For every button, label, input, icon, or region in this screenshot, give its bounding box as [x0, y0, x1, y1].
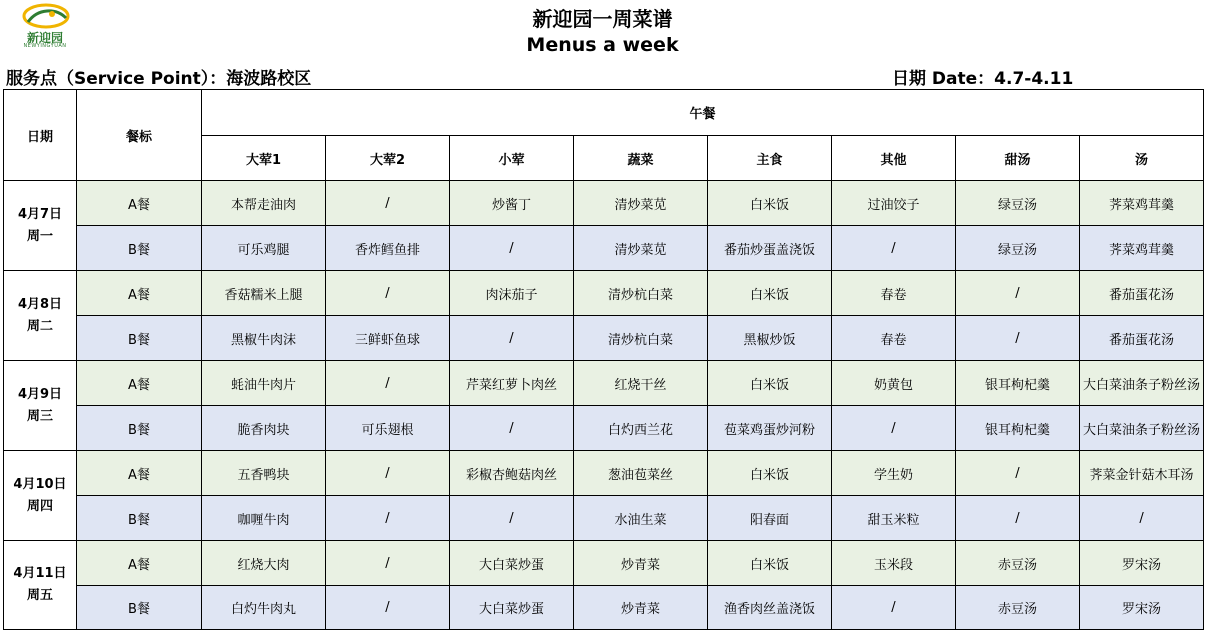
dish-cell: 大白菜油条子粉丝汤 [1080, 406, 1204, 451]
dish-cell: / [450, 496, 574, 541]
dish-cell: 荠菜鸡茸羹 [1080, 226, 1204, 271]
day-date: 4月11日 [13, 566, 67, 581]
dish-cell: 脆香肉块 [202, 406, 326, 451]
header-col-3: 小荤 [450, 136, 574, 181]
dish-cell: 可乐鸡腿 [202, 226, 326, 271]
dish-cell: 学生奶 [832, 451, 956, 496]
meal-label: B餐 [77, 316, 202, 361]
dish-cell: 春卷 [832, 271, 956, 316]
dish-cell: 银耳枸杞羹 [956, 406, 1080, 451]
dish-cell: / [450, 406, 574, 451]
dish-cell: 番茄蛋花汤 [1080, 271, 1204, 316]
day-date: 4月7日 [17, 206, 63, 222]
header-col-2: 大荤2 [326, 136, 450, 181]
dish-cell: 奶黄包 [832, 361, 956, 406]
day-cell [4, 451, 77, 541]
dish-cell: / [326, 541, 450, 586]
dish-cell: 清炒杭白菜 [574, 316, 708, 361]
logo-subtext: NEWYINGYUAN [23, 43, 67, 49]
dish-cell: / [832, 586, 956, 630]
date-range-label: 日期 Date：4.7-4.11 [892, 69, 1074, 89]
dish-cell: 荠菜金针菇木耳汤 [1080, 451, 1204, 496]
menu-body [4, 181, 1204, 630]
dish-cell: 肉沫茄子 [450, 271, 574, 316]
day-date: 4月10日 [13, 476, 67, 492]
header-meal: 餐标 [77, 90, 202, 181]
dish-cell: / [326, 586, 450, 630]
page-title: 新迎园一周菜谱 [532, 7, 673, 31]
table-row [4, 496, 1204, 541]
dish-cell: 红烧大肉 [202, 541, 326, 586]
dish-cell: 白米饭 [708, 541, 832, 586]
dish-cell: / [326, 181, 450, 226]
meal-label: A餐 [77, 361, 202, 406]
dish-cell: / [956, 271, 1080, 316]
dish-cell: 阳春面 [708, 496, 832, 541]
logo-text: 新迎园 [26, 31, 63, 45]
header-col-4: 蔬菜 [574, 136, 708, 181]
dish-cell: / [326, 361, 450, 406]
day-weekday: 周二 [26, 318, 53, 334]
dish-cell: 五香鸭块 [202, 451, 326, 496]
dish-cell: 炒青菜 [574, 586, 708, 630]
dish-cell: / [832, 226, 956, 271]
table-row [4, 586, 1204, 630]
meal-label: B餐 [77, 406, 202, 451]
meal-label: B餐 [77, 496, 202, 541]
dish-cell: 大白菜炒蛋 [450, 541, 574, 586]
dish-cell: 银耳枸杞羹 [956, 361, 1080, 406]
day-date: 4月9日 [17, 386, 63, 402]
service-point-label: 服务点（Service Point）：海波路校区 [6, 69, 312, 89]
dish-cell: 白米饭 [708, 361, 832, 406]
day-weekday: 周五 [26, 588, 53, 603]
dish-cell: / [326, 271, 450, 316]
dish-cell: 苞菜鸡蛋炒河粉 [708, 406, 832, 451]
day-weekday: 周一 [26, 228, 53, 244]
dish-cell: 番茄炒蛋盖浇饭 [708, 226, 832, 271]
dish-cell: 红烧干丝 [574, 361, 708, 406]
dish-cell: 过油饺子 [832, 181, 956, 226]
dish-cell: 绿豆汤 [956, 181, 1080, 226]
dish-cell: 罗宋汤 [1080, 586, 1204, 630]
header-col-1: 大荤1 [202, 136, 326, 181]
dish-cell: 白米饭 [708, 181, 832, 226]
dish-cell: 炒青菜 [574, 541, 708, 586]
header-col-5: 主食 [708, 136, 832, 181]
dish-cell: 渔香肉丝盖浇饭 [708, 586, 832, 630]
dish-cell: / [326, 496, 450, 541]
dish-cell: 赤豆汤 [956, 586, 1080, 630]
dish-cell: 黑椒牛肉沫 [202, 316, 326, 361]
day-cell [4, 181, 77, 271]
dish-cell: 大白菜炒蛋 [450, 586, 574, 630]
day-weekday: 周三 [26, 408, 53, 424]
dish-cell: 香炸鳕鱼排 [326, 226, 450, 271]
header-col-8: 汤 [1080, 136, 1204, 181]
dish-cell: / [832, 406, 956, 451]
dish-cell: 咖喱牛肉 [202, 496, 326, 541]
weekly-menu-table [3, 89, 1204, 630]
table-row [4, 406, 1204, 451]
header-lunch: 午餐 [202, 90, 1204, 136]
dish-cell: 清炒菜苋 [574, 181, 708, 226]
dish-cell: / [1080, 496, 1204, 541]
dish-cell: 芹菜红萝卜肉丝 [450, 361, 574, 406]
header-col-7: 甜汤 [956, 136, 1080, 181]
meal-label: A餐 [77, 451, 202, 496]
dish-cell: 春卷 [832, 316, 956, 361]
meal-label: A餐 [77, 271, 202, 316]
day-weekday: 周四 [26, 498, 53, 514]
dish-cell: 罗宋汤 [1080, 541, 1204, 586]
table-row [4, 226, 1204, 271]
day-date: 4月8日 [17, 296, 63, 312]
dish-cell: 葱油苞菜丝 [574, 451, 708, 496]
table-row [4, 361, 1204, 406]
dish-cell: 可乐翅根 [326, 406, 450, 451]
table-row [4, 316, 1204, 361]
meal-label: A餐 [77, 541, 202, 586]
dish-cell: / [956, 496, 1080, 541]
dish-cell: 清炒菜苋 [574, 226, 708, 271]
dish-cell: 白灼西兰花 [574, 406, 708, 451]
table-row [4, 181, 1204, 226]
page-subtitle: Menus a week [526, 34, 679, 56]
dish-cell: 玉米段 [832, 541, 956, 586]
dish-cell: 赤豆汤 [956, 541, 1080, 586]
dish-cell: / [326, 451, 450, 496]
dish-cell: 黑椒炒饭 [708, 316, 832, 361]
dish-cell: 白米饭 [708, 271, 832, 316]
dish-cell: 香菇糯米上腿 [202, 271, 326, 316]
meal-label: B餐 [77, 586, 202, 630]
dish-cell: 荠菜鸡茸羹 [1080, 181, 1204, 226]
dish-cell: 甜玉米粒 [832, 496, 956, 541]
dish-cell: / [450, 226, 574, 271]
table-row [4, 541, 1204, 586]
dish-cell: 蚝油牛肉片 [202, 361, 326, 406]
meal-label: B餐 [77, 226, 202, 271]
header-col-6: 其他 [832, 136, 956, 181]
dish-cell: 大白菜油条子粉丝汤 [1080, 361, 1204, 406]
meal-label: A餐 [77, 181, 202, 226]
dish-cell: 番茄蛋花汤 [1080, 316, 1204, 361]
dish-cell: 水油生菜 [574, 496, 708, 541]
table-row [4, 271, 1204, 316]
dish-cell: 清炒杭白菜 [574, 271, 708, 316]
dish-cell: 白米饭 [708, 451, 832, 496]
day-cell [4, 361, 77, 451]
dish-cell: 炒酱丁 [450, 181, 574, 226]
dish-cell: / [450, 316, 574, 361]
dish-cell: 三鲜虾鱼球 [326, 316, 450, 361]
dish-cell: / [956, 451, 1080, 496]
dish-cell: 绿豆汤 [956, 226, 1080, 271]
header-date: 日期 [4, 90, 77, 181]
dish-cell: 白灼牛肉丸 [202, 586, 326, 630]
dish-cell: 彩椒杏鲍菇肉丝 [450, 451, 574, 496]
day-cell [4, 541, 77, 630]
dish-cell: / [956, 316, 1080, 361]
dish-cell: 本帮走油肉 [202, 181, 326, 226]
table-row [4, 451, 1204, 496]
day-cell [4, 271, 77, 361]
